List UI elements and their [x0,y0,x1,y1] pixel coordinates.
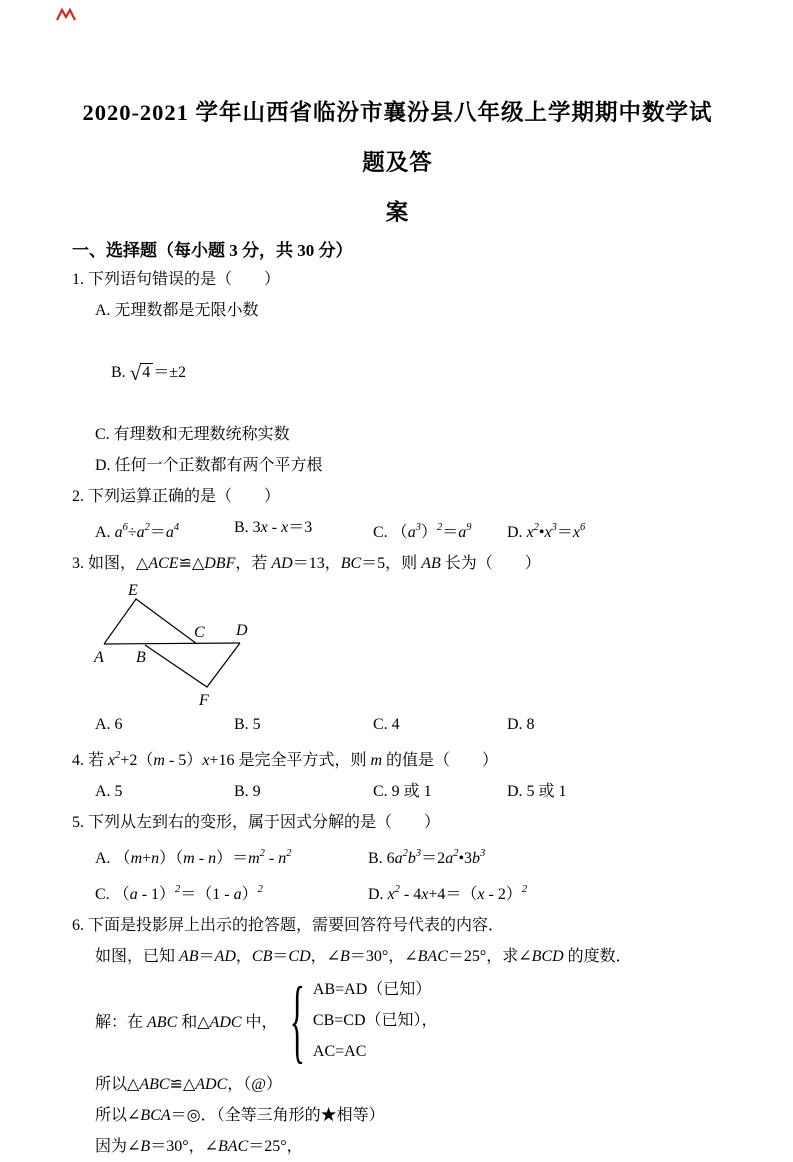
question-1-option-b [72,326,723,419]
question-4-option-d: D. 5 或 1 [507,783,567,800]
triangles-diagram [86,581,286,709]
question-3-option-a: A. 6 [95,716,123,733]
system-line-2: CB=CD（已知）， [312,1012,438,1029]
question-5-options-row-1 [72,838,723,874]
page-title-line-2: 案 [385,200,410,225]
question-1-option-d: D. 任何一个正数都有两个平方根 [95,457,323,474]
system-line-3: AC=AC [312,1043,367,1060]
question-4-option-a: A. 5 [95,783,123,800]
vertex-label-a: A [94,649,104,666]
system-line-1: AB=AD（已知） [312,981,432,998]
question-4-stem: 4. 若 $x^2+2(m - 5)x+16$ 是完全平方式，则 m 的值是（ ） [72,750,499,769]
question-2-option-b: B. 3x - x＝3 [234,519,313,536]
question-1-stem: 1. 下列语句错误的是（ ） [72,271,281,288]
question-2-option-c: C. $(a^3)^2=a^9$ [373,522,472,541]
question-2-stem: 2. 下列运算正确的是（ ） [72,488,281,505]
question-5-stem: 5. 下列从左到右的变形，属于因式分解的是（ ） [72,814,441,831]
vertex-label-e: E [128,582,138,599]
question-6-stem: 6. 下面是投影屏上出示的抢答题，需要回答符号代表的内容． [72,917,505,934]
question-2-option-a: A. $a^6\div a^2=a^4$ [95,522,180,541]
question-1-option-a: A. 无理数都是无限小数 [95,302,259,319]
question-3-option-c: C. 4 [373,716,400,733]
question-6-given-line: 如图，已知 AB＝AD，CB＝CD，∠B＝30°，∠BAC＝25°，求∠BCD 的度数． [95,948,632,965]
question-6-solution-system [72,965,723,1073]
option-b-rest: ＝±2 [153,364,186,381]
question-3-stem: 3. 如图，△ACE≌△DBF，若 AD＝13，BC＝5，则 AB 长为（ ） [72,555,541,572]
equation-system [313,974,438,1067]
question-6-conclusion-2: 所以∠BCA＝◎．（全等三角形的★相等） [95,1107,385,1124]
question-4-options-row [72,776,723,807]
question-5-options-row-2 [72,874,723,910]
solution-prefix: 解：在 ABC 和△ADC 中， [95,1014,278,1031]
question-5-option-b: B. $6a^2b^3=2a^2•3b^3$ [368,848,486,867]
vertex-label-d: D [236,622,248,639]
page-title-line-1: 2020-2021 学年山西省临汾市襄汾县八年级上学期期中数学试题及答 [82,100,713,175]
question-4-option-c: C. 9 或 1 [373,783,432,800]
question-5-option-a: A. $(m+n)(m - n)=m^2 - n^2$ [95,848,292,867]
question-2-option-d: D. $x^2•x^3=x^6$ [507,522,586,541]
question-4-option-b: B. 9 [234,783,261,800]
sqrt-radicand: 4 [140,363,153,382]
question-2-options-row [72,512,723,548]
question-6-conclusion-1: 所以△ABC≌△ADC，（@） [95,1076,282,1093]
corner-mark-icon [55,7,77,28]
question-5-option-c: C. （a - 1）$^2$＝（1 - a）$^2$ [95,884,263,903]
question-3-option-b: B. 5 [234,716,261,733]
sqrt-symbol: √4 [130,357,154,388]
vertex-label-b: B [136,649,146,666]
left-brace-symbol: { [289,965,305,1073]
question-6-because-line: 因为∠B＝30°，∠BAC＝25°， [95,1138,303,1155]
question-3-figure [86,581,723,709]
question-3-options-row [72,709,723,740]
question-1-option-c: C. 有理数和无理数统称实数 [95,426,290,443]
section-heading: 一、选择题（每小题 3 分，共 30 分） [72,241,353,260]
option-b-label: B. [111,364,130,381]
question-3-option-d: D. 8 [507,716,535,733]
question-5-option-d: D. $x^2 - 4x+4=(x - 2)^2$ [368,884,528,903]
vertex-label-f: F [199,692,209,709]
vertex-label-c: C [194,624,205,641]
page-title [72,88,723,238]
